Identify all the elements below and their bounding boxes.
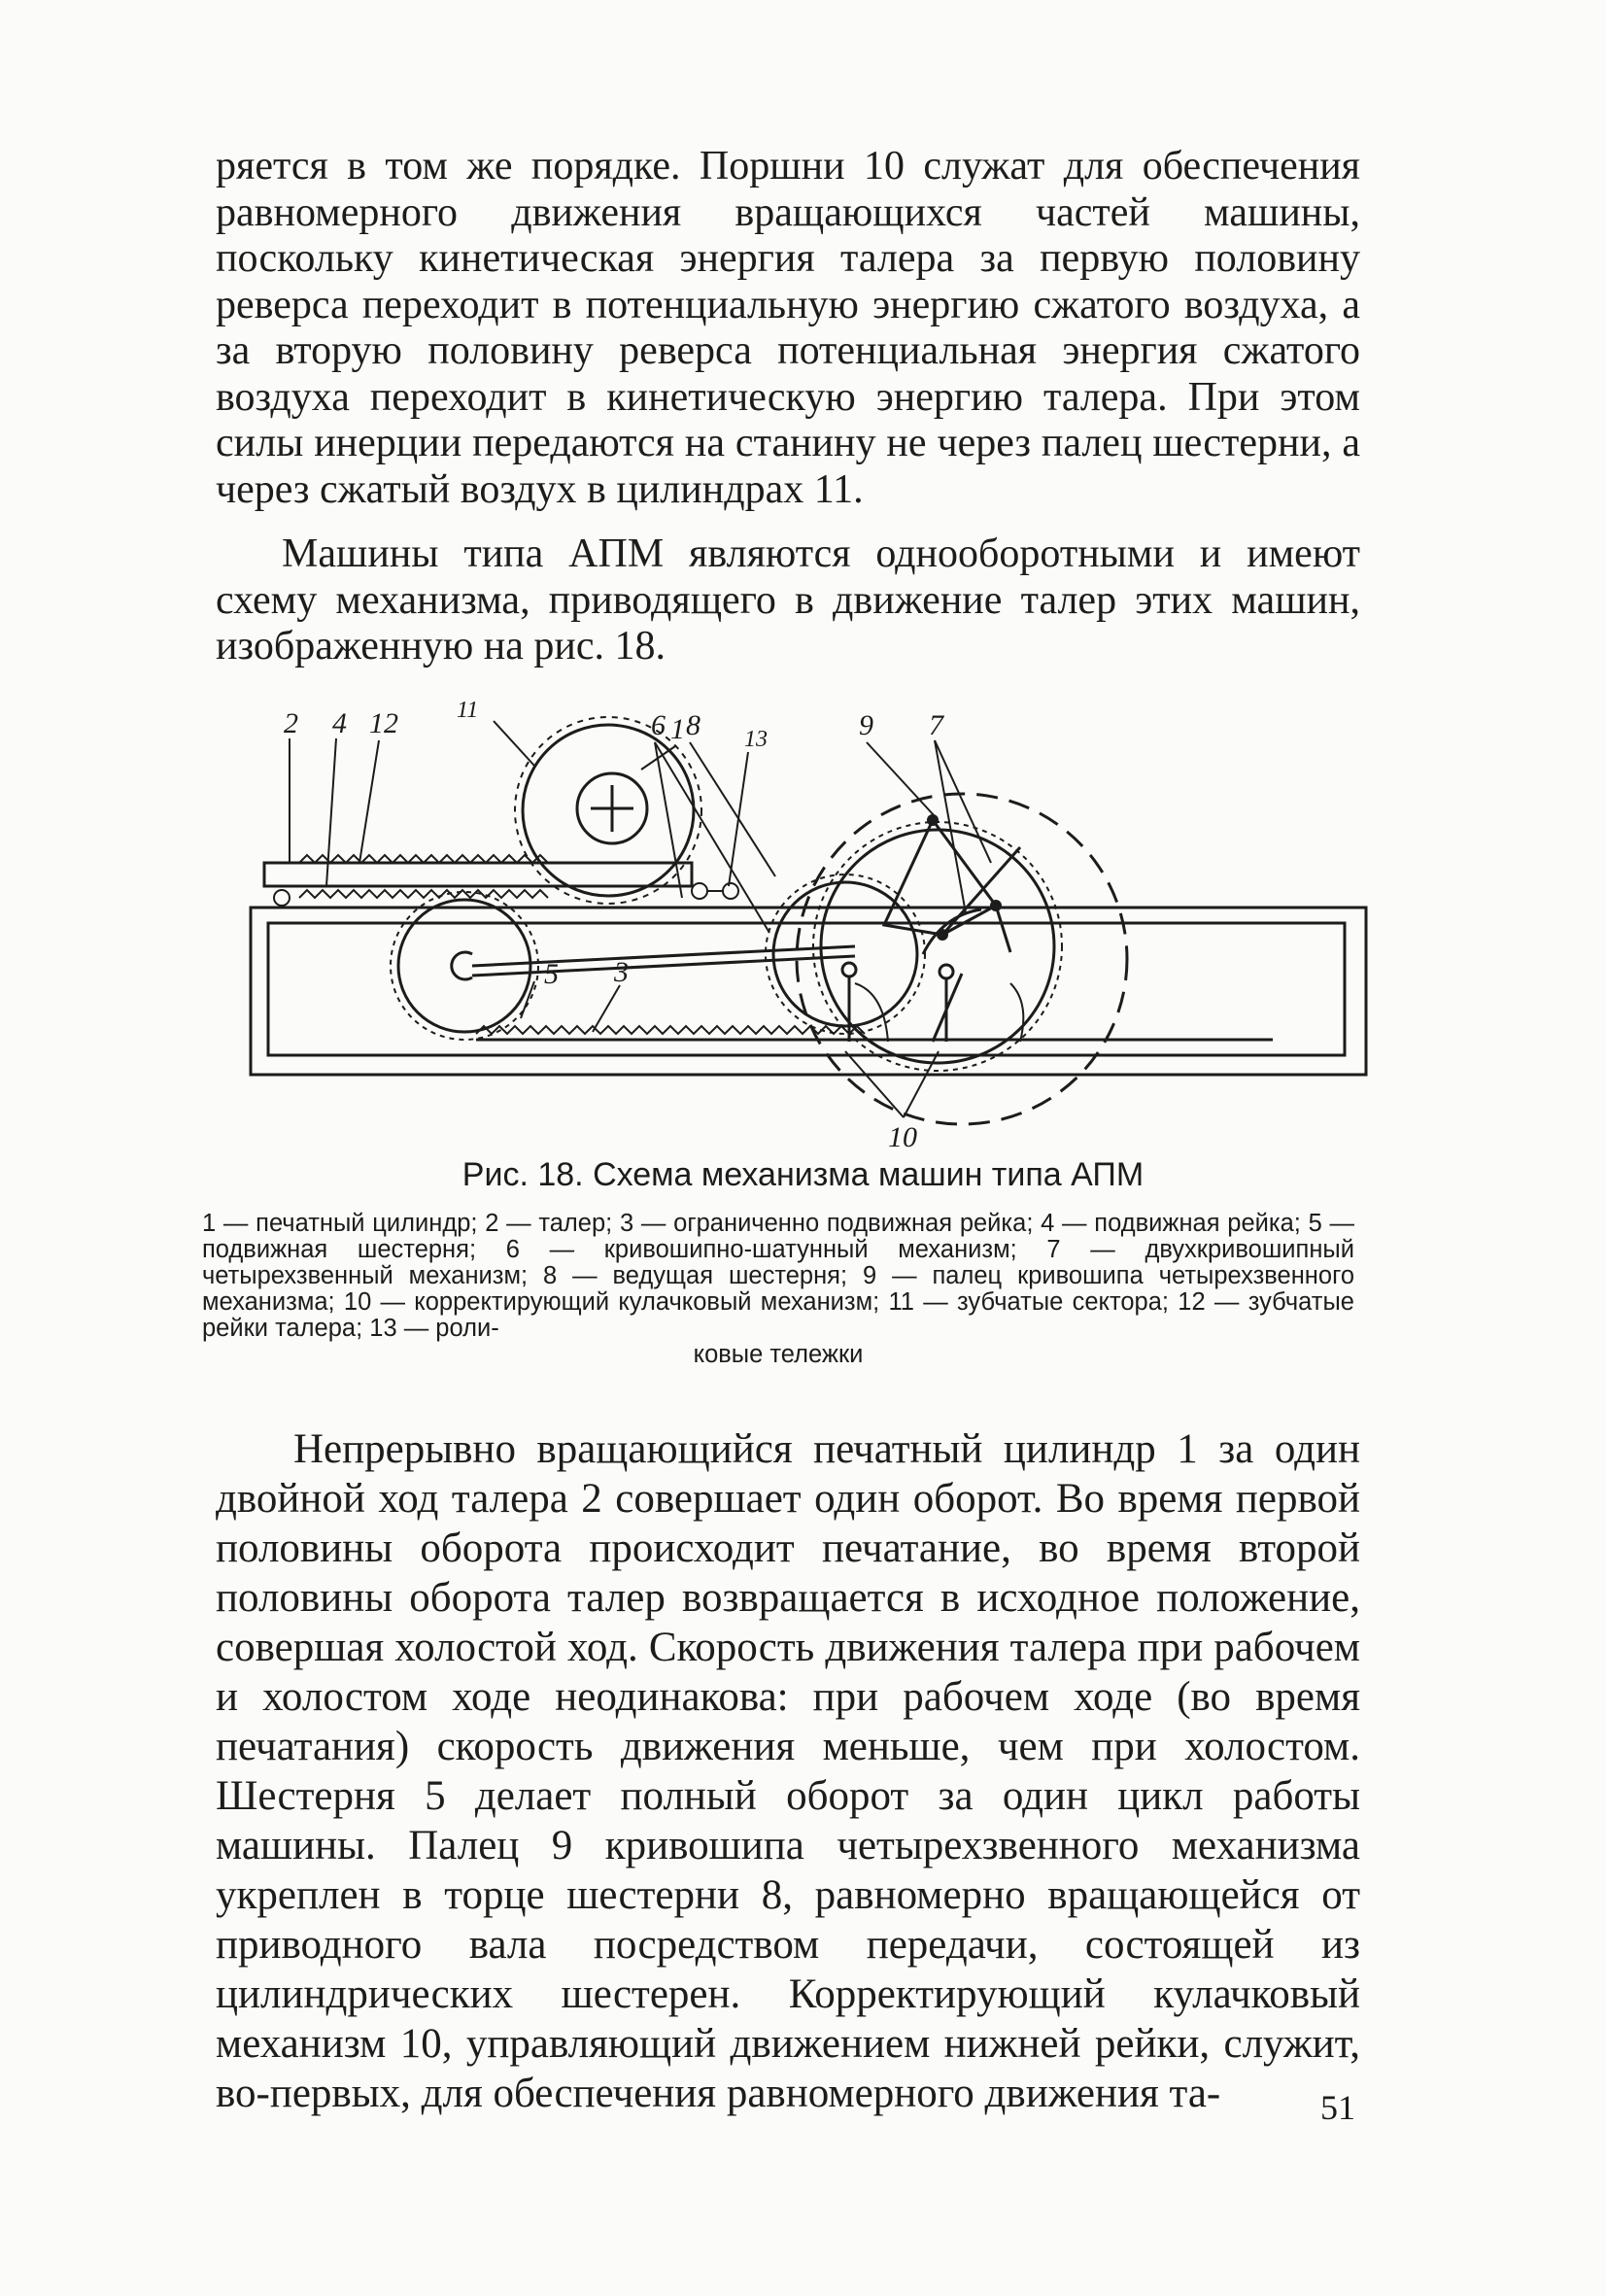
figure-caption: Рис. 18. Схема механизма машин типа АПМ	[461, 1156, 1145, 1193]
page-number: 51	[1320, 2088, 1355, 2127]
label-9: 9	[859, 709, 873, 741]
movable-gear-5	[398, 900, 530, 1032]
machine-frame-inner	[268, 923, 1345, 1055]
label-5: 5	[544, 958, 559, 990]
label-11: 11	[457, 698, 479, 723]
label-6: 6	[651, 709, 666, 741]
label-2: 2	[284, 707, 298, 739]
paragraph-2: Машины типа АПМ являются однооборотными и имеют схему механизма, приводящего в движение талер этих машин, изображенную на рис. 18.	[216, 531, 1360, 668]
figure-legend	[202, 1211, 1354, 1368]
figure-legend-last-line: ковые тележки	[693, 1341, 864, 1368]
figure-legend-text: 1 — печатный цилиндр; 2 — талер; 3 — ограниченно подвижная рейка; 4 — подвижная рейка; 5 — подвижная шестерня; 6 — кривошипно-шатунный механизм; 7 — двухкривошипный четырехзвенный механизм; 8 — ведущая шестерня; 9 — палец кривошипа четырехзвенного механизма; 10 — корректирующий кулачковый механизм; 11 — зубчатые сектора; 12 — зубчатые рейки талера; 13 — роли-	[202, 1210, 1354, 1342]
label-10: 10	[888, 1121, 917, 1148]
mechanism-schematic	[243, 692, 1380, 1148]
roller	[274, 890, 290, 906]
label-13: 13	[744, 727, 768, 752]
roller	[692, 883, 707, 899]
figure-18-mechanism-diagram	[243, 692, 1380, 1148]
label-1: 1	[670, 713, 685, 745]
paragraph-3: Непрерывно вращающийся печатный цилиндр 1 за один двойной ход талера 2 совершает один оборот. Во время первой половины оборота происходит печатание, во время второй половины оборота талер возвращается в исходное положение, совершая холостой ход. Скорость движения талера при рабочем и холостом ходе неодинакова: при рабочем ходе (во время печатания) скорость движения меньше, чем при холостом. Шестерня 5 делает полный оборот за один цикл работы машины. Палец 9 кривошипа четырехзвенного механизма укреплен в торце шестерни 8, равномерно вращающейся от приводного вала посредством передачи, состоящей из цилиндрических шестерен. Корректирующий кулачковый механизм 10, управляющий движением нижней рейки, служит, во-первых, для обеспечения равномерного движения та-	[216, 1426, 1360, 2116]
label-8: 8	[686, 709, 700, 741]
limited-movable-rack-3	[476, 1026, 865, 1034]
machine-frame	[251, 908, 1366, 1075]
driving-gear-8	[773, 882, 917, 1026]
paragraph-1: ряется в том же порядке. Поршни 10 служат для обеспечения равномерного движения вращающихся частей машины, поскольку кинетическая энергия талера за первую половину реверса переходит в потенциальную энергию сжатого воздуха, а за вторую половину реверса потенциальная энергия сжатого воздуха переходит в кинетическую энергию талера. При этом силы инерции передаются на станину не через палец шестерни, а через сжатый воздух в цилиндрах 11.	[216, 144, 1360, 512]
label-4: 4	[332, 707, 347, 739]
crank-pin-9	[927, 814, 939, 826]
roller	[723, 883, 738, 899]
label-3: 3	[614, 956, 629, 988]
label-7: 7	[929, 709, 943, 741]
label-12: 12	[369, 707, 398, 739]
movable-rack	[299, 890, 548, 898]
